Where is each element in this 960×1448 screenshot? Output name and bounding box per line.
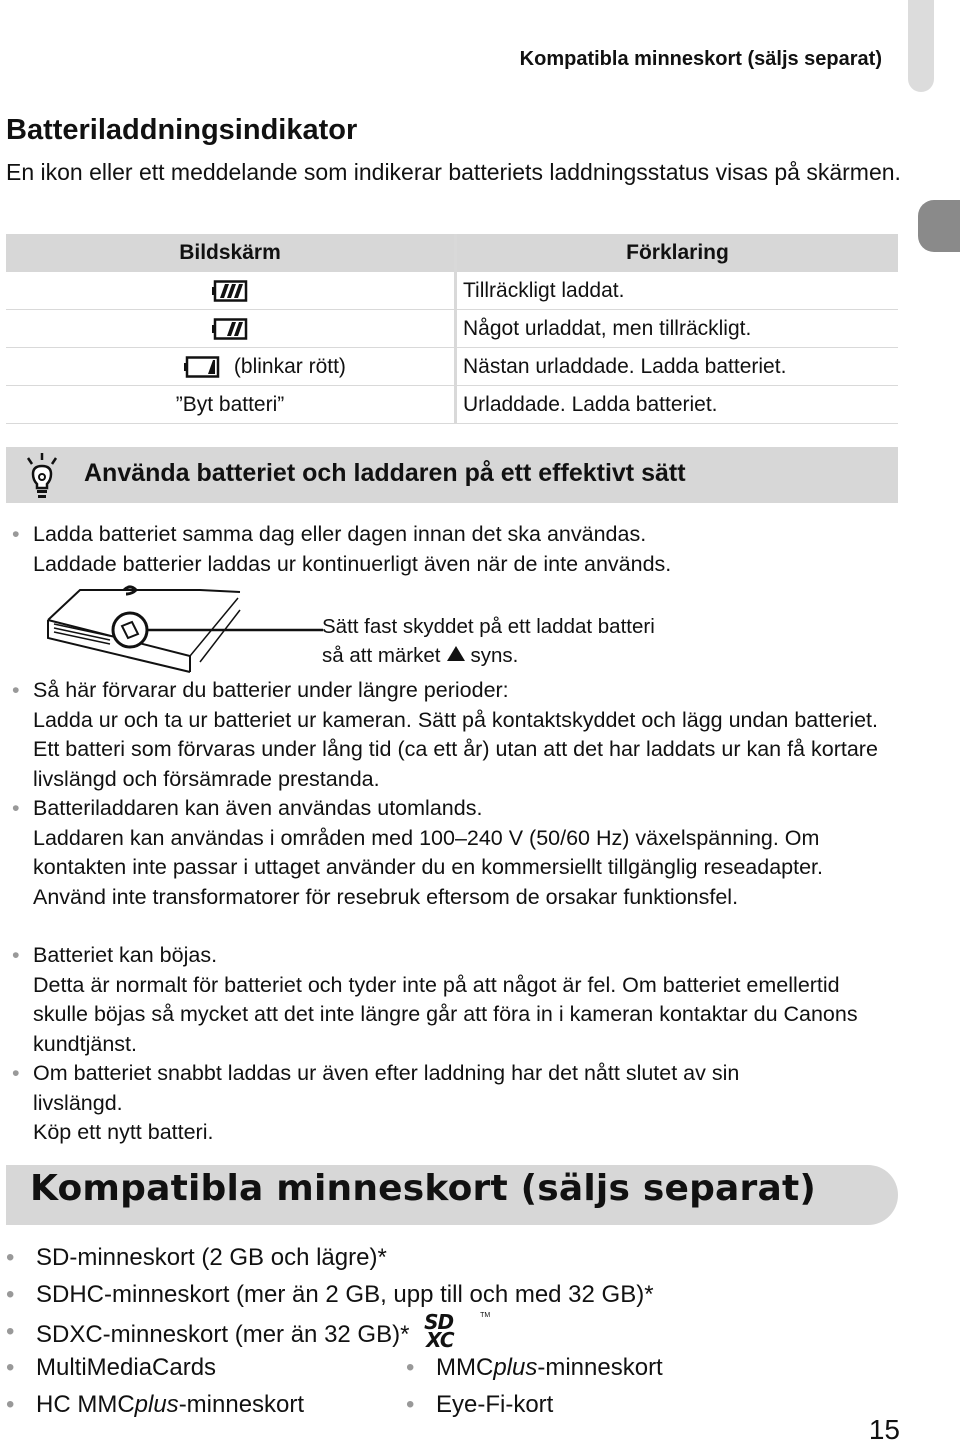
table-header-explanation: Förklaring: [456, 234, 899, 272]
table-cell-explanation: Tillräckligt laddat.: [456, 272, 899, 310]
side-tab-top: [908, 0, 934, 92]
section-intro: En ikon eller ett meddelande som indikerar batteriets laddningsstatus visas på skärmen.: [6, 159, 901, 185]
tips-title: Använda batteriet och laddaren på ett effektivt sätt: [84, 459, 686, 487]
table-row: [6, 386, 898, 424]
list-item: • SDXC-minneskort (mer än 32 GB)* SD XC TM: [0, 1318, 492, 1349]
list-item: • Ladda batteriet samma dag eller dagen innan det ska användas. Laddade batterier laddas ur kontinuerligt även när de inte används.: [0, 520, 900, 579]
list-item: • Eye-Fi-kort: [400, 1391, 553, 1419]
table-row: [6, 348, 898, 386]
list-item: • SDHC-minneskort (mer än 2 GB, upp till och med 32 GB)*: [0, 1281, 654, 1309]
blink-label: (blinkar rött): [233, 354, 346, 378]
list-item: • Så här förvarar du batterier under längre perioder: Ladda ur och ta ur batteriet ur kameran. Sätt på kontaktskyddet och lägg undan batteriet. Ett batteri som förvaras under lång tid (ca ett år) utan att det har laddats ur kan få kortare livslängd och försämrade prestanda.: [0, 676, 900, 794]
sdxc-logo: SD XC TM: [424, 1310, 491, 1352]
triangle-mark-icon: [447, 646, 465, 661]
battery-full-icon: [212, 280, 248, 302]
table-cell-explanation: Nästan urladdade. Ladda batteriet.: [456, 348, 899, 386]
tips-bullet-4: [0, 941, 900, 1059]
tips-bullet-2: [0, 676, 900, 794]
list-item: • HC MMCplus-minneskort: [0, 1391, 304, 1419]
list-item: • Om batteriet snabbt laddas ur även efter laddning har det nått slutet av sin livslängd. Köp ett nytt batteri.: [0, 1059, 900, 1148]
table-row: [6, 310, 898, 348]
battery-indicator-table: [6, 234, 898, 424]
table-header-display: Bildskärm: [6, 234, 456, 272]
battery-low-icon: [184, 356, 220, 378]
running-header: Kompatibla minneskort (säljs separat): [519, 48, 882, 70]
section-title: Batteriladdningsindikator: [6, 114, 358, 146]
tips-bullet-5: [0, 1059, 900, 1148]
list-item: • Batteriet kan böjas. Detta är normalt för batteriet och tyder inte på att något är fel. Om batteriet emellertid skulle böjas så mycket att det inte längre går att föra in i kameran kontaktar du Canons kundtjänst.: [0, 941, 900, 1059]
page-number: 15: [868, 1414, 900, 1445]
list-item: • SD-minneskort (2 GB och lägre)*: [0, 1244, 387, 1272]
list-item: • Batteriladdaren kan även användas utomlands. Laddaren kan användas i områden med 100–240 V (50/60 Hz) växelspänning. Om kontakten inte passar i uttaget använder du en kommersiellt tillgänglig reseadapter. Använd inte transformatorer för resebruk eftersom de orsakar funktionsfel.: [0, 794, 900, 912]
table-row: [6, 272, 898, 310]
list-item: • MMCplus-minneskort: [400, 1354, 663, 1382]
tips-bullet-3: [0, 794, 900, 912]
table-cell-explanation: Urladdade. Ladda batteriet.: [456, 386, 899, 424]
illustration-caption: Sätt fast skyddet på ett laddat batteri så att märket syns.: [322, 615, 655, 667]
cards-section-title: Kompatibla minneskort (säljs separat): [30, 1168, 817, 1209]
battery-half-icon: [212, 318, 248, 340]
list-item: • MultiMediaCards: [0, 1354, 216, 1382]
lightbulb-icon: [22, 452, 62, 500]
table-header-row: [6, 234, 898, 272]
table-cell-display: ”Byt batteri”: [6, 386, 456, 424]
chapter-tab: [918, 200, 960, 252]
table-cell-explanation: Något urladdat, men tillräckligt.: [456, 310, 899, 348]
battery-cover-illustration: [40, 580, 330, 675]
tips-bullet-1: [0, 520, 900, 579]
